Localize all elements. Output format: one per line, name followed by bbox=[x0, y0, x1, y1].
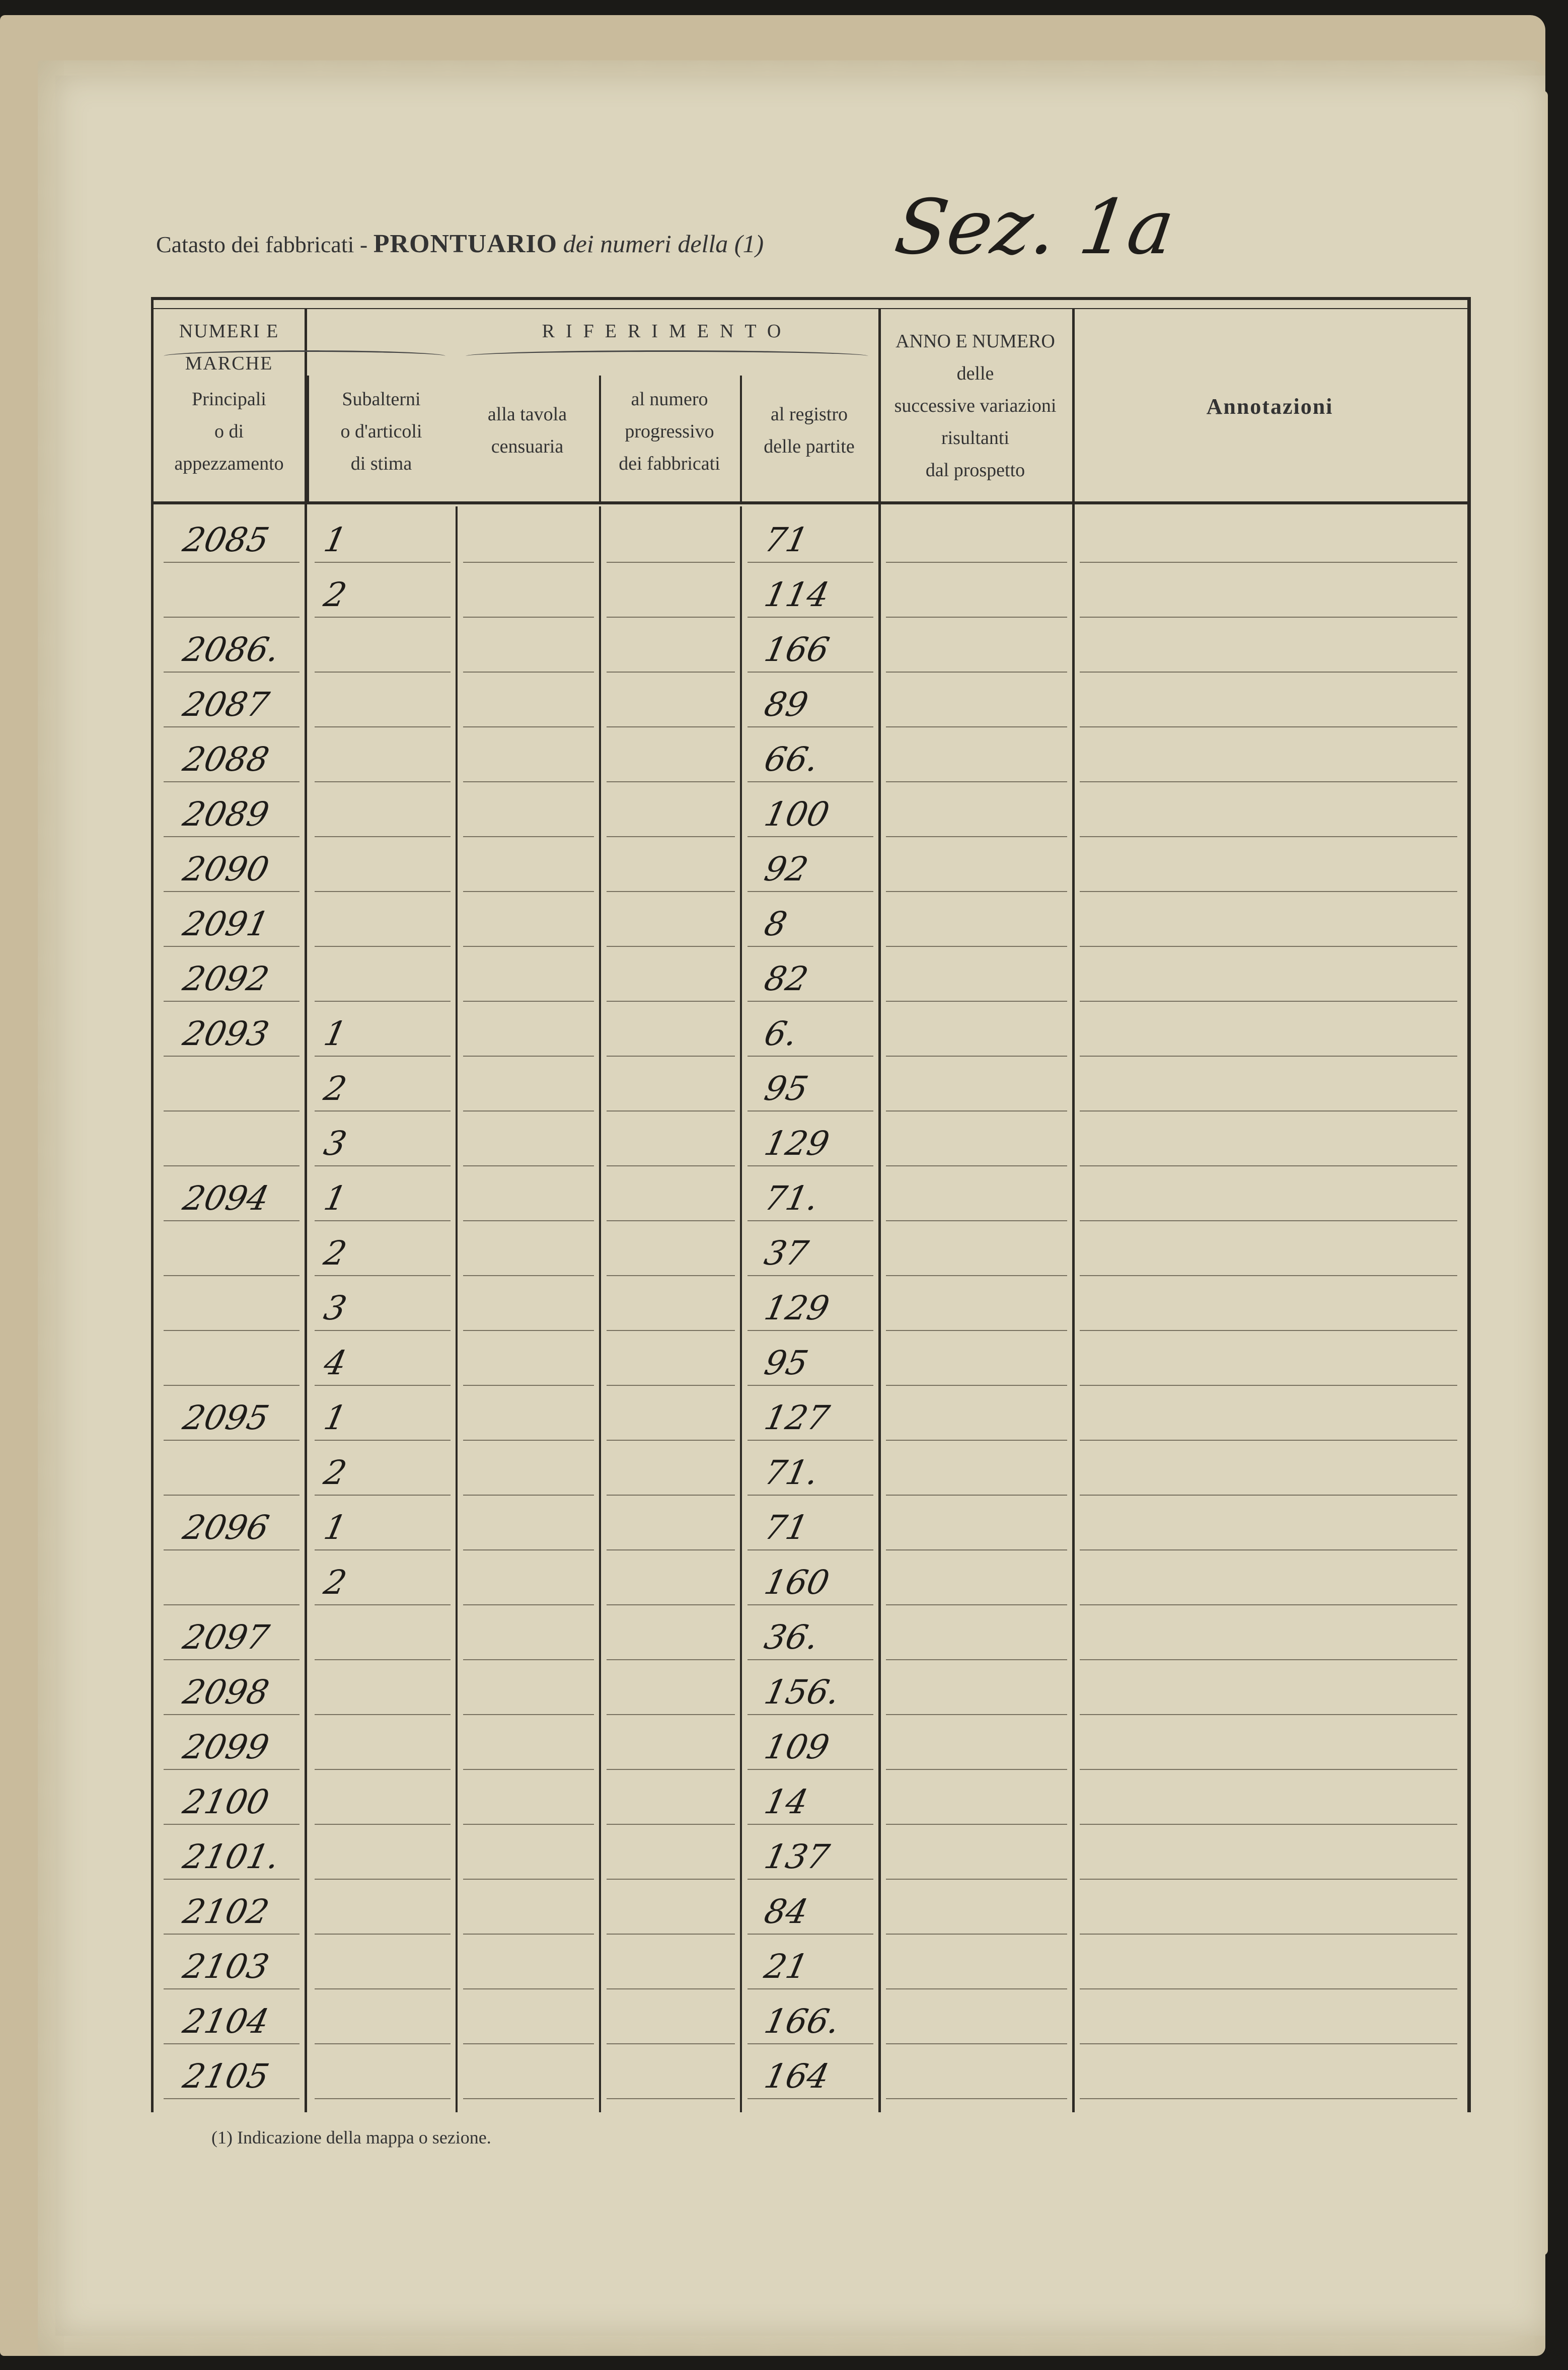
hdr-subalterni: Subalterni o d'articoli di stima bbox=[340, 389, 422, 474]
principal-number: 2104 bbox=[179, 2002, 273, 2041]
subalterno-number: 2 bbox=[320, 1069, 350, 1108]
ruled-line bbox=[463, 617, 594, 618]
ruled-line bbox=[463, 1440, 594, 1441]
ruled-line bbox=[748, 2043, 873, 2044]
ruled-line bbox=[607, 1879, 735, 1880]
ruled-line bbox=[1080, 1275, 1457, 1276]
ruled-line bbox=[164, 1604, 300, 1605]
col-sep-progressivo bbox=[740, 506, 742, 2112]
ruled-line bbox=[164, 1001, 300, 1002]
ruled-line bbox=[607, 1275, 735, 1276]
ruled-line bbox=[164, 672, 300, 673]
ruled-line bbox=[164, 1988, 300, 1989]
ruled-line bbox=[1080, 1165, 1457, 1166]
ruled-line bbox=[886, 1385, 1067, 1386]
registro-number: 6. bbox=[761, 1014, 801, 1053]
registro-number: 164 bbox=[761, 2057, 833, 2096]
ruled-line bbox=[748, 1714, 873, 1715]
subalterno-number: 2 bbox=[320, 1563, 350, 1602]
ruled-line bbox=[1080, 1440, 1457, 1441]
ruled-line bbox=[164, 1110, 300, 1112]
ruled-line bbox=[607, 1440, 735, 1441]
ruled-line bbox=[315, 1275, 451, 1276]
ruled-line bbox=[315, 1220, 451, 1221]
ruled-line bbox=[748, 1385, 873, 1386]
ruled-line bbox=[607, 1385, 735, 1386]
register-table bbox=[151, 297, 1471, 2112]
ruled-line bbox=[748, 1659, 873, 1660]
ruled-line bbox=[607, 1549, 735, 1550]
registro-number: 71. bbox=[761, 1179, 823, 1218]
ruled-line bbox=[463, 1385, 594, 1386]
ruled-line bbox=[607, 1330, 735, 1331]
principal-number: 2089 bbox=[179, 795, 273, 834]
ruled-line bbox=[164, 1659, 300, 1660]
ruled-line bbox=[315, 2043, 451, 2044]
ruled-line bbox=[1080, 562, 1457, 563]
ruled-line bbox=[1080, 1714, 1457, 1715]
registro-number: 89 bbox=[761, 685, 812, 724]
hdr-anno-numero: ANNO E NUMERO delle successive variazioni risultanti dal prospetto bbox=[894, 331, 1057, 481]
ruled-line bbox=[748, 1495, 873, 1496]
ruled-line bbox=[748, 617, 873, 618]
ruled-line bbox=[607, 1495, 735, 1496]
ruled-line bbox=[886, 2043, 1067, 2044]
ruled-line bbox=[748, 726, 873, 727]
registro-number: 82 bbox=[761, 959, 812, 998]
subalterno-number: 4 bbox=[320, 1344, 350, 1382]
registro-number: 109 bbox=[761, 1728, 833, 1766]
ruled-line bbox=[1080, 2098, 1457, 2099]
ruled-line bbox=[607, 672, 735, 673]
ruled-line bbox=[463, 1549, 594, 1550]
ruled-line bbox=[463, 1330, 594, 1331]
title-suffix: dei numeri della (1) bbox=[563, 230, 764, 258]
ruled-line bbox=[886, 562, 1067, 563]
subalterno-number: 1 bbox=[320, 1398, 350, 1437]
ruled-line bbox=[164, 946, 300, 947]
ruled-line bbox=[748, 1275, 873, 1276]
ruled-line bbox=[164, 1769, 300, 1770]
ruled-line bbox=[315, 781, 451, 782]
ruled-line bbox=[463, 1495, 594, 1496]
ruled-line bbox=[164, 1879, 300, 1880]
ruled-line bbox=[886, 946, 1067, 947]
ruled-line bbox=[748, 836, 873, 837]
ruled-line bbox=[463, 891, 594, 892]
ruled-line bbox=[748, 1001, 873, 1002]
ruled-line bbox=[1080, 1988, 1457, 1989]
ruled-line bbox=[315, 1165, 451, 1166]
principal-number: 2092 bbox=[179, 959, 273, 998]
ruled-line bbox=[607, 2043, 735, 2044]
ruled-line bbox=[886, 1220, 1067, 1221]
ruled-line bbox=[886, 1056, 1067, 1057]
ruled-line bbox=[463, 1714, 594, 1715]
ruled-line bbox=[315, 1056, 451, 1057]
title-main: PRONTUARIO bbox=[373, 230, 558, 258]
ruled-line bbox=[748, 1165, 873, 1166]
principal-number: 2085 bbox=[179, 521, 273, 559]
registro-number: 160 bbox=[761, 1563, 833, 1602]
ruled-line bbox=[463, 1769, 594, 1770]
ruled-line bbox=[315, 1549, 451, 1550]
ruled-line bbox=[463, 1110, 594, 1112]
ruled-line bbox=[315, 1714, 451, 1715]
subalterno-number: 2 bbox=[320, 575, 350, 614]
ruled-line bbox=[463, 1604, 594, 1605]
ruled-line bbox=[748, 1934, 873, 1935]
ruled-line bbox=[463, 1988, 594, 1989]
ruled-line bbox=[748, 891, 873, 892]
ruled-line bbox=[886, 781, 1067, 782]
registro-number: 95 bbox=[761, 1344, 812, 1382]
ruled-line bbox=[463, 672, 594, 673]
ruled-line bbox=[1080, 1824, 1457, 1825]
ruled-line bbox=[1080, 891, 1457, 892]
ruled-line bbox=[164, 1824, 300, 1825]
header-bottom-rule bbox=[154, 501, 1467, 504]
ruled-line bbox=[164, 562, 300, 563]
ruled-line bbox=[315, 1604, 451, 1605]
ruled-line bbox=[1080, 1495, 1457, 1496]
ruled-line bbox=[886, 1330, 1067, 1331]
ruled-line bbox=[607, 1604, 735, 1605]
ruled-line bbox=[607, 617, 735, 618]
ruled-line bbox=[315, 891, 451, 892]
ruled-line bbox=[748, 1056, 873, 1057]
registro-number: 92 bbox=[761, 850, 812, 888]
ruled-line bbox=[164, 836, 300, 837]
ruled-line bbox=[315, 1659, 451, 1660]
ruled-line bbox=[315, 1769, 451, 1770]
ruled-line bbox=[315, 1879, 451, 1880]
ruled-line bbox=[315, 1988, 451, 1989]
principal-number: 2091 bbox=[179, 905, 273, 943]
ruled-line bbox=[315, 1330, 451, 1331]
subalterno-number: 3 bbox=[320, 1124, 350, 1163]
ruled-line bbox=[886, 1824, 1067, 1825]
ruled-line bbox=[607, 891, 735, 892]
ruled-line bbox=[463, 1220, 594, 1221]
ruled-line bbox=[315, 1110, 451, 1112]
col-sep-marche bbox=[305, 308, 307, 2112]
registro-number: 66. bbox=[761, 740, 823, 779]
ruled-line bbox=[1080, 1220, 1457, 1221]
ruled-line bbox=[463, 946, 594, 947]
ruled-line bbox=[463, 1659, 594, 1660]
ruled-line bbox=[886, 1110, 1067, 1112]
ruled-line bbox=[463, 1275, 594, 1276]
ruled-line bbox=[463, 1824, 594, 1825]
registro-number: 100 bbox=[761, 795, 833, 834]
hdr-annotazioni: Annotazioni bbox=[1206, 394, 1333, 419]
registro-number: 137 bbox=[761, 1837, 833, 1876]
ruled-line bbox=[315, 2098, 451, 2099]
ruled-line bbox=[164, 1440, 300, 1441]
ruled-line bbox=[748, 1879, 873, 1880]
ruled-line bbox=[1080, 1385, 1457, 1386]
ruled-line bbox=[463, 2098, 594, 2099]
ruled-line bbox=[607, 726, 735, 727]
subalterno-number: 1 bbox=[320, 1014, 350, 1053]
principal-number: 2098 bbox=[179, 1673, 273, 1712]
registro-number: 129 bbox=[761, 1289, 833, 1327]
hdr-riferimento: RIFERIMENTO bbox=[542, 321, 792, 342]
ruled-line bbox=[1080, 1110, 1457, 1112]
ruled-line bbox=[607, 1988, 735, 1989]
registro-number: 71. bbox=[761, 1453, 823, 1492]
col-sep-principali bbox=[456, 506, 458, 2112]
registro-number: 21 bbox=[761, 1947, 812, 1986]
ruled-line bbox=[1080, 1056, 1457, 1057]
registro-number: 84 bbox=[761, 1892, 812, 1931]
ruled-line bbox=[1080, 1934, 1457, 1935]
ruled-line bbox=[748, 1604, 873, 1605]
ruled-line bbox=[164, 891, 300, 892]
ruled-line bbox=[164, 1165, 300, 1166]
ruled-line bbox=[164, 1330, 300, 1331]
ruled-line bbox=[315, 1824, 451, 1825]
ruled-line bbox=[886, 1440, 1067, 1441]
col-sep-anno bbox=[1072, 308, 1075, 2112]
ruled-line bbox=[164, 1220, 300, 1221]
ruled-line bbox=[748, 1988, 873, 1989]
brace-numeri bbox=[164, 350, 445, 362]
ruled-line bbox=[607, 1056, 735, 1057]
ruled-line bbox=[164, 1385, 300, 1386]
ruled-line bbox=[607, 1659, 735, 1660]
ruled-line bbox=[748, 781, 873, 782]
ruled-line bbox=[164, 781, 300, 782]
ruled-line bbox=[463, 1879, 594, 1880]
ruled-line bbox=[1080, 672, 1457, 673]
principal-number: 2102 bbox=[179, 1892, 273, 1931]
registro-number: 95 bbox=[761, 1069, 812, 1108]
ruled-line bbox=[886, 1165, 1067, 1166]
ruled-line bbox=[463, 1165, 594, 1166]
ruled-line bbox=[315, 946, 451, 947]
principal-number: 2090 bbox=[179, 850, 273, 888]
ruled-line bbox=[463, 1056, 594, 1057]
ruled-line bbox=[886, 2098, 1067, 2099]
hdr-numeri-marche: NUMERI E MARCHE bbox=[179, 321, 279, 374]
ruled-line bbox=[748, 1220, 873, 1221]
ruled-line bbox=[463, 726, 594, 727]
ruled-line bbox=[164, 1549, 300, 1550]
ruled-line bbox=[748, 1549, 873, 1550]
ruled-line bbox=[886, 1495, 1067, 1496]
ruled-line bbox=[164, 1056, 300, 1057]
ruled-line bbox=[607, 1769, 735, 1770]
registro-number: 71 bbox=[761, 1508, 812, 1547]
ruled-line bbox=[886, 836, 1067, 837]
ruled-line bbox=[1080, 1659, 1457, 1660]
ruled-line bbox=[164, 2043, 300, 2044]
ruled-line bbox=[1080, 836, 1457, 837]
ruled-line bbox=[607, 1165, 735, 1166]
ruled-line bbox=[886, 1714, 1067, 1715]
ruled-line bbox=[748, 1330, 873, 1331]
subalterno-number: 1 bbox=[320, 1508, 350, 1547]
ruled-line bbox=[748, 1824, 873, 1825]
ruled-line bbox=[748, 1440, 873, 1441]
ruled-line bbox=[886, 1769, 1067, 1770]
principal-number: 2099 bbox=[179, 1728, 273, 1766]
principal-number: 2096 bbox=[179, 1508, 273, 1547]
ruled-line bbox=[164, 1934, 300, 1935]
principal-number: 2093 bbox=[179, 1014, 273, 1053]
registro-number: 114 bbox=[761, 575, 833, 614]
ruled-line bbox=[315, 562, 451, 563]
subalterno-number: 1 bbox=[320, 1179, 350, 1218]
ruled-line bbox=[886, 726, 1067, 727]
ruled-line bbox=[315, 1440, 451, 1441]
registro-number: 127 bbox=[761, 1398, 833, 1437]
section-handwritten: Sez. 1a bbox=[889, 184, 1180, 271]
registro-number: 156. bbox=[761, 1673, 844, 1712]
ruled-line bbox=[607, 1714, 735, 1715]
ruled-line bbox=[463, 781, 594, 782]
ruled-line bbox=[886, 617, 1067, 618]
ruled-line bbox=[315, 1495, 451, 1496]
principal-number: 2101. bbox=[179, 1837, 283, 1876]
ruled-line bbox=[1080, 2043, 1457, 2044]
ruled-line bbox=[607, 781, 735, 782]
ruled-line bbox=[607, 2098, 735, 2099]
ruled-line bbox=[1080, 781, 1457, 782]
ruled-line bbox=[463, 2043, 594, 2044]
hdr-principali: Principali o di appezzamento bbox=[174, 389, 284, 474]
registro-number: 36. bbox=[761, 1618, 823, 1657]
principal-number: 2094 bbox=[179, 1179, 273, 1218]
registro-number: 166 bbox=[761, 630, 833, 669]
ruled-line bbox=[315, 672, 451, 673]
ruled-line bbox=[886, 1604, 1067, 1605]
ruled-line bbox=[607, 836, 735, 837]
registro-number: 14 bbox=[761, 1783, 812, 1821]
ruled-line bbox=[748, 1110, 873, 1112]
ruled-line bbox=[886, 1275, 1067, 1276]
ruled-line bbox=[886, 891, 1067, 892]
hdr-registro: al registro delle partite bbox=[764, 404, 855, 457]
ruled-line bbox=[463, 836, 594, 837]
ruled-line bbox=[1080, 1001, 1457, 1002]
ruled-line bbox=[164, 2098, 300, 2099]
ruled-line bbox=[1080, 726, 1457, 727]
registro-number: 37 bbox=[761, 1234, 812, 1273]
ruled-line bbox=[748, 2098, 873, 2099]
principal-number: 2103 bbox=[179, 1947, 273, 1986]
principal-number: 2086. bbox=[179, 630, 283, 669]
principal-number: 2095 bbox=[179, 1398, 273, 1437]
ruled-line bbox=[463, 1934, 594, 1935]
ruled-line bbox=[748, 1769, 873, 1770]
hdr-progressivo: al numero progressivo dei fabbricati bbox=[619, 389, 720, 474]
ruled-line bbox=[1080, 1879, 1457, 1880]
registro-number: 166. bbox=[761, 2002, 844, 2041]
subalterno-number: 2 bbox=[320, 1234, 350, 1273]
ruled-line bbox=[315, 1934, 451, 1935]
ruled-line bbox=[607, 1110, 735, 1112]
ruled-line bbox=[1080, 946, 1457, 947]
ruled-line bbox=[886, 1659, 1067, 1660]
ruled-line bbox=[315, 1001, 451, 1002]
ruled-line bbox=[886, 1988, 1067, 1989]
ruled-line bbox=[315, 836, 451, 837]
ruled-line bbox=[607, 1001, 735, 1002]
ruled-line bbox=[1080, 1769, 1457, 1770]
ruled-line bbox=[463, 562, 594, 563]
col-sep-riferimento bbox=[878, 308, 881, 2112]
title-prefix: Catasto dei fabbricati - bbox=[156, 232, 368, 257]
ruled-line bbox=[886, 1879, 1067, 1880]
ruled-line bbox=[164, 1714, 300, 1715]
ruled-line bbox=[886, 1001, 1067, 1002]
ruled-line bbox=[607, 1824, 735, 1825]
ruled-line bbox=[886, 1549, 1067, 1550]
ruled-line bbox=[463, 1001, 594, 1002]
ruled-line bbox=[315, 617, 451, 618]
ruled-line bbox=[1080, 1330, 1457, 1331]
ruled-line bbox=[748, 946, 873, 947]
ruled-line bbox=[164, 1495, 300, 1496]
ruled-line bbox=[886, 672, 1067, 673]
ruled-line bbox=[164, 1275, 300, 1276]
col-sep-tavola bbox=[599, 506, 601, 2112]
ruled-line bbox=[607, 562, 735, 563]
subalterno-number: 3 bbox=[320, 1289, 350, 1327]
ruled-line bbox=[315, 1385, 451, 1386]
ruled-line bbox=[607, 1934, 735, 1935]
principal-number: 2105 bbox=[179, 2057, 273, 2096]
top-double-rule bbox=[154, 308, 1467, 309]
ruled-line bbox=[886, 1934, 1067, 1935]
ruled-line bbox=[164, 726, 300, 727]
registro-number: 129 bbox=[761, 1124, 833, 1163]
principal-number: 2087 bbox=[179, 685, 273, 724]
ruled-line bbox=[748, 562, 873, 563]
ruled-line bbox=[748, 672, 873, 673]
subalterno-number: 2 bbox=[320, 1453, 350, 1492]
hdr-tavola: alla tavola censuaria bbox=[487, 404, 567, 457]
principal-number: 2100 bbox=[179, 1783, 273, 1821]
subalterno-number: 1 bbox=[320, 521, 350, 559]
registro-number: 71 bbox=[761, 521, 812, 559]
ruled-line bbox=[607, 946, 735, 947]
registro-number: 8 bbox=[761, 905, 791, 943]
ruled-line bbox=[1080, 1549, 1457, 1550]
ruled-line bbox=[607, 1220, 735, 1221]
ruled-line bbox=[315, 726, 451, 727]
ruled-line bbox=[1080, 617, 1457, 618]
brace-riferimento bbox=[466, 350, 868, 362]
principal-number: 2097 bbox=[179, 1618, 273, 1657]
ruled-line bbox=[164, 617, 300, 618]
footnote: (1) Indicazione della mappa o sezione. bbox=[211, 2127, 491, 2147]
ruled-line bbox=[1080, 1604, 1457, 1605]
form-title bbox=[156, 229, 764, 259]
principal-number: 2088 bbox=[179, 740, 273, 779]
